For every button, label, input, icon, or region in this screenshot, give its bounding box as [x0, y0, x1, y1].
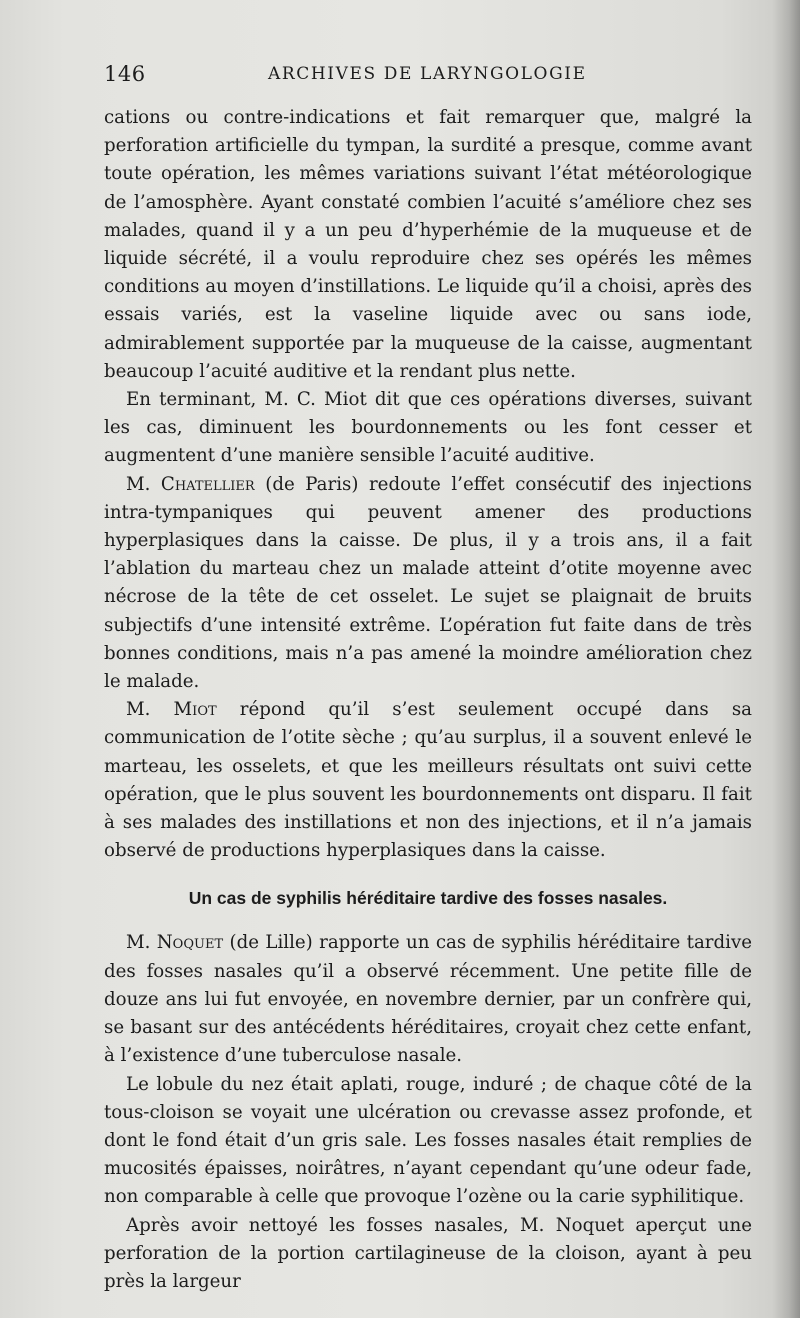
paragraph-7: Après avoir nettoyé les fosses nasales, M. Noquet aperçut une perforation de la portion cartilagineuse de la cloison, ayant à peu près la largeur — [104, 1214, 752, 1292]
paragraph-text: (de Lille) rapporte un cas de syphilis héréditaire tardive des fosses nasales qu’il a observé récemment. Une petite fille de douze ans lui fut envoyée, en novembre dernier, par un confrère qui, se basant sur des antécédents héréditaires, croyait chez cette enfant, à l’existence d’une tuberculose nasale. — [104, 932, 752, 1067]
speaker-name: M. Miot — [126, 699, 217, 721]
section-heading: Un cas de syphilis héréditaire tardive des fosses nasales. — [188, 888, 668, 909]
paragraph-text: (de Paris) redoute l’effet consécutif des injections intra-tympaniques qui peuvent amener des productions hyperplasiques dans la caisse. De plus, il y a trois ans, il a fait l’ablation du marteau chez un malade atteint d’otite moyenne avec nécrose de la tête de cet osselet. Le sujet se plaignait de bruits subjectifs d’une intensité extrême. L’opération fut faite dans de très bonnes conditions, mais n’a pas amené la moindre amélioration chez le malade. — [104, 473, 752, 693]
paragraph-2: En terminant, M. C. Miot dit que ces opérations diverses, suivant les cas, diminuent les bourdonnements ou les font cesser et augmentent d’une manière sensible l’acuité auditive. — [104, 389, 752, 467]
paragraph-1: cations ou contre-indications et fait remarquer que, malgré la perforation artificielle du tympan, la surdité a presque, comme avant toute opération, les mêmes variations suivant l’état météorologique de l’amosphère. Ayant constaté combien l’acuité s’améliore chez ses malades, quand il y a un peu d’hyperhémie de la muqueuse et de liquide sécrété, il a voulu reproduire chez ses opérés les mêmes conditions au moyen d’instillations. Le liquide qu’il a choisi, après des essais variés, est la vaseline liquide avec ou sans iode, admirablement supportée par la muqueuse de la caisse, augmentant beaucoup l’acuité auditive et la rendant plus nette. — [104, 107, 752, 382]
speaker-name: M. Noquet — [126, 932, 224, 954]
paragraph-6: Le lobule du nez était aplati, rouge, induré ; de chaque côté de la tous-cloison se voyait une ulcération ou crevasse assez profonde, et dont le fond était d’un gris sale. Les fosses nasales était remplies de mucosités épaisses, noirâtres, n’ayant cependant qu’une odeur fade, non comparable à celle que provoque l’ozène ou la carie syphilitique. — [104, 1073, 752, 1208]
page-header — [104, 62, 754, 90]
running-head: ARCHIVES DE LARYNGOLOGIE — [268, 64, 587, 84]
page-body — [104, 104, 752, 1296]
paragraph-3 — [104, 471, 752, 697]
paragraph-5 — [104, 929, 752, 1070]
speaker-name: M. Chatellier — [126, 473, 255, 495]
paragraph-4 — [104, 696, 752, 865]
page-number: 146 — [104, 62, 146, 86]
paragraph-text: répond qu’il s’est seulement occupé dans sa communication de l’otite sèche ; qu’au surplus, il a souvent enlevé le marteau, les osselets, et que les meilleurs résultats ont suivi cette opération, que le plus souvent les bourdonnements ont disparu. Il fait à ses malades des instillations et non des injections, et il n’a jamais observé de productions hyperplasiques dans la caisse. — [104, 699, 752, 862]
